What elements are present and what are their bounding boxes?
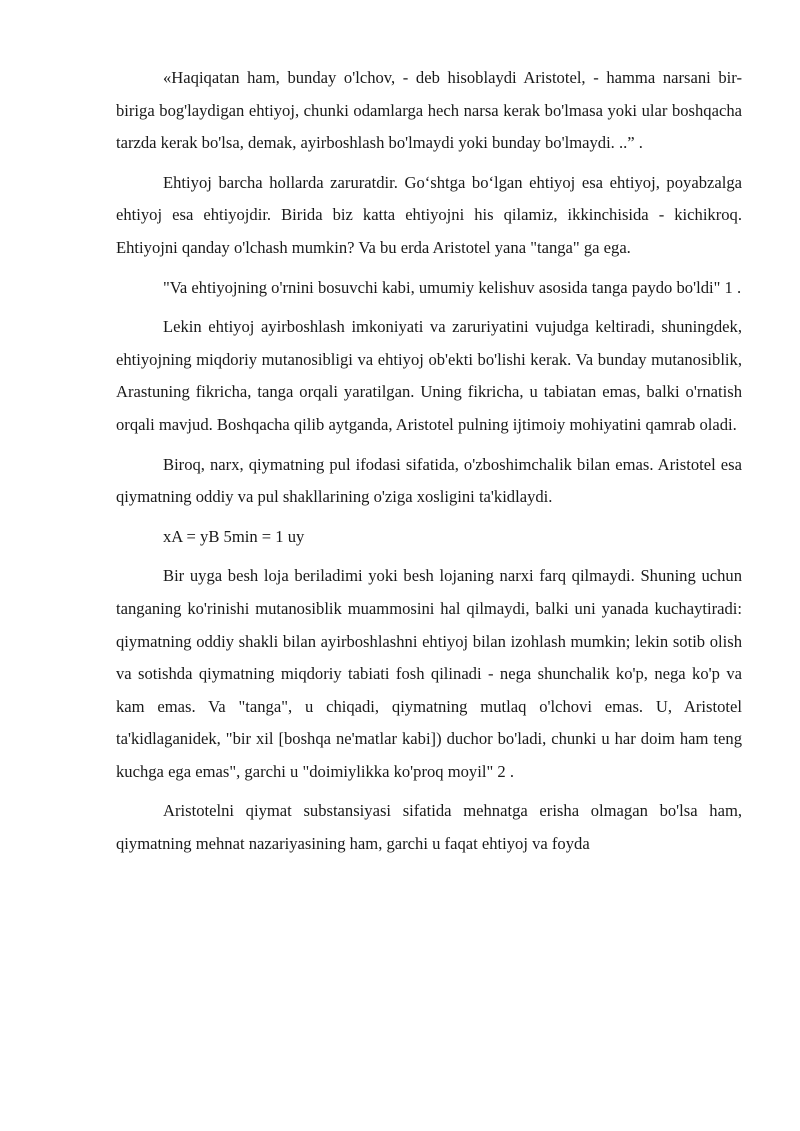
paragraph-five-beds: Bir uyga besh loja beriladimi yoki besh lojaning narxi farq qilmaydi. Shuning uchun tanganing ko'rinishi mutanosiblik muammosini hal qilmaydi, balki uni yanada kuchaytiradi: qiymatning oddiy shakli bilan ayirboshlashni ehtiyoj bilan izohlash mumkin; lekin sotib olish va sotishda qiymatning miqdoriy tabiati fosh qilinadi - nega shunchalik ko'p, nega ko'p va kam emas. Va "tanga", u chiqadi, qiymatning mutlaq o'lchovi emas. U, Aristotel ta'kidlaganidek, "bir xil [boshqa ne'matlar kabi]) duchor bo'ladi, chunki u har doim ham teng kuchga ega emas", garchi u "doimiylikka ko'proq moyil" 2 . bbox=[116, 566, 742, 781]
paragraph-proportionality: Lekin ehtiyoj ayirboshlash imkoniyati va zaruriyatini vujudga keltiradi, shuningdek, ehtiyojning miqdoriy mutanosibligi va ehtiyoj ob'ekti bo'lishi kerak. Va bunday mutanosiblik, Arastuning fikricha, tanga orqali yaratilgan. Uning fikricha, u tabiatan emas, balki o'rnatish orqali mavjud. Boshqacha qilib aytganda, Aristotel pulning ijtimoiy mohiyatini qamrab oladi. bbox=[116, 317, 742, 434]
document-page bbox=[116, 62, 742, 868]
paragraph-coin-quote: "Va ehtiyojning o'rnini bosuvchi kabi, umumiy kelishuv asosida tanga paydo bo'ldi" 1 . bbox=[163, 277, 742, 297]
paragraph-price-value: Biroq, narx, qiymatning pul ifodasi sifatida, o'zboshimchalik bilan emas. Aristotel esa qiymatning oddiy va pul shakllarining o'ziga xosligini ta'kidlaydi. bbox=[116, 454, 742, 507]
paragraph-formula: xA = yB 5min = 1 uy bbox=[163, 526, 305, 546]
paragraph-quote-measure: «Haqiqatan ham, bunday o'lchov, - deb hisoblaydi Aristotel, - hamma narsani bir-biriga bog'laydigan ehtiyoj, chunki odamlarga hech narsa kerak bo'lmasa yoki ular boshqacha tarzda kerak bo'lsa, demak, ayirboshlash bo'lmaydi yoki bunday bo'lmaydi. ..” . bbox=[116, 68, 742, 153]
paragraph-labor-theory: Aristotelni qiymat substansiyasi sifatida mehnatga erisha olmagan bo'lsa ham, qiymatning mehnat nazariyasining ham, garchi u faqat ehtiyoj va foyda bbox=[116, 801, 742, 854]
paragraph-need-necessity: Ehtiyoj barcha hollarda zaruratdir. Goʻshtga boʻlgan ehtiyoj esa ehtiyoj, poyabzalga ehtiyoj esa ehtiyojdir. Birida biz katta ehtiyojni his qilamiz, ikkinchisida - kichikroq. Ehtiyojni qanday o'lchash mumkin? Va bu erda Aristotel yana "tanga" ga ega. bbox=[116, 172, 742, 257]
